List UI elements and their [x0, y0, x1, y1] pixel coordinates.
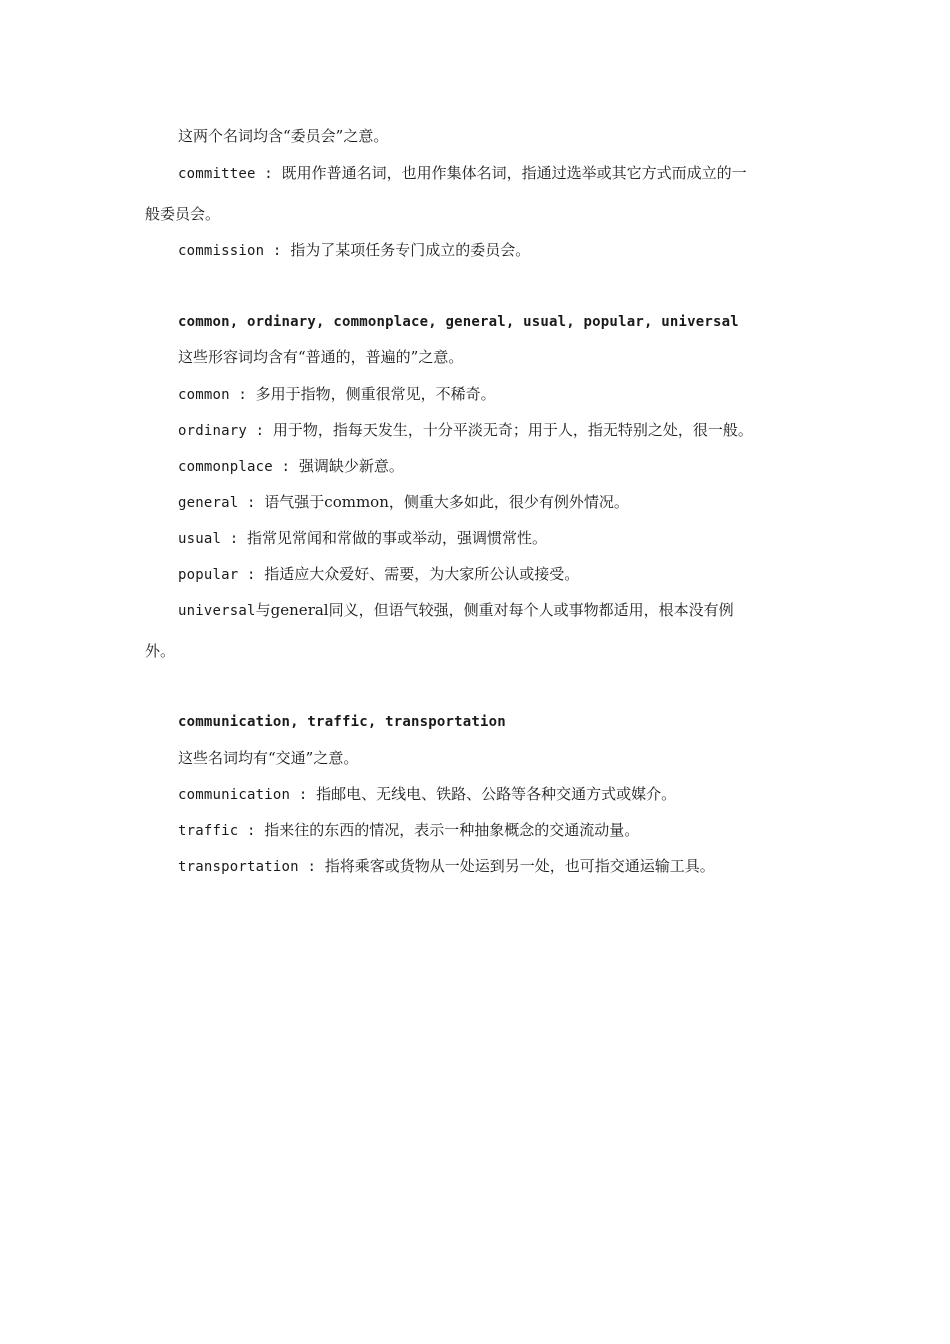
entry-definition: 语气强于common，侧重大多如此，很少有例外情况。 [264, 493, 629, 511]
entry-definition: 指适应大众爱好、需要，为大家所公认或接受。 [264, 565, 580, 583]
entry-definition: 指常见常闻和常做的事或举动，强调惯常性。 [247, 529, 548, 547]
entry-term: transportation [178, 859, 299, 875]
entry-common [178, 384, 496, 405]
section1-intro: 这两个名词均含“委员会”之意。 [178, 127, 389, 145]
entry-usual [178, 528, 547, 549]
entry-popular [178, 564, 579, 585]
entry-separator: : [272, 459, 299, 475]
section2-heading: common, ordinary, commonplace, general, usual, popular, universal [178, 314, 739, 330]
section2-intro: 这些形容词均含有“普通的，普遍的”之意。 [178, 348, 464, 366]
entry-commission [178, 240, 530, 261]
entry-term: common [178, 387, 230, 403]
entry-committee [178, 163, 747, 184]
entry-term: popular [178, 567, 239, 583]
entry-term: commonplace [178, 459, 273, 475]
entry-separator: : [255, 166, 282, 182]
entry-separator: : [247, 423, 273, 439]
entry-term: usual [178, 531, 222, 547]
entry-separator: : [221, 531, 248, 547]
entry-universal-continuation: 外。 [145, 642, 176, 660]
entry-definition: 指为了某项任务专门成立的委员会。 [290, 241, 531, 259]
entry-term: traffic [178, 823, 239, 839]
entry-separator: : [264, 243, 291, 259]
entry-ordinary [178, 420, 753, 441]
entry-definition: 多用于指物，侧重很常见，不稀奇。 [255, 385, 496, 403]
entry-term: commission [178, 243, 265, 259]
entry-communication [178, 784, 676, 805]
section3-heading: communication, traffic, transportation [178, 714, 506, 730]
entry-separator: : [238, 567, 265, 583]
entry-definition: 强调缺少新意。 [298, 457, 404, 475]
entry-transportation [178, 856, 715, 877]
entry-separator: : [238, 495, 265, 511]
entry-term: committee [178, 166, 256, 182]
entry-term: general [178, 495, 239, 511]
entry-separator: : [229, 387, 256, 403]
entry-definition: 指来往的东西的情况，表示一种抽象概念的交通流动量。 [264, 821, 640, 839]
section3-intro: 这些名词均有“交通”之意。 [178, 749, 359, 767]
entry-definition: 既用作普通名词，也用作集体名词，指通过选举或其它方式而成立的一 [281, 164, 747, 182]
entry-committee-continuation: 般委员会。 [145, 205, 221, 223]
entry-separator: : [238, 823, 265, 839]
entry-term: communication [178, 787, 291, 803]
entry-commonplace [178, 456, 404, 477]
entry-term: universal [178, 603, 256, 619]
entry-term: ordinary [178, 423, 248, 439]
entry-definition: 与general同义，但语气较强，侧重对每个人或事物都适用，根本没有例 [255, 601, 734, 619]
entry-separator: : [290, 787, 317, 803]
entry-universal [178, 600, 734, 621]
entry-definition: 指邮电、无线电、铁路、公路等各种交通方式或媒介。 [316, 785, 677, 803]
entry-definition: 指将乘客或货物从一处运到另一处，也可指交通运输工具。 [324, 857, 715, 875]
entry-separator: : [298, 859, 325, 875]
entry-definition: 用于物，指每天发生，十分平淡无奇；用于人，指无特别之处，很一般。 [272, 421, 753, 439]
entry-traffic [178, 820, 639, 841]
entry-general [178, 492, 629, 513]
